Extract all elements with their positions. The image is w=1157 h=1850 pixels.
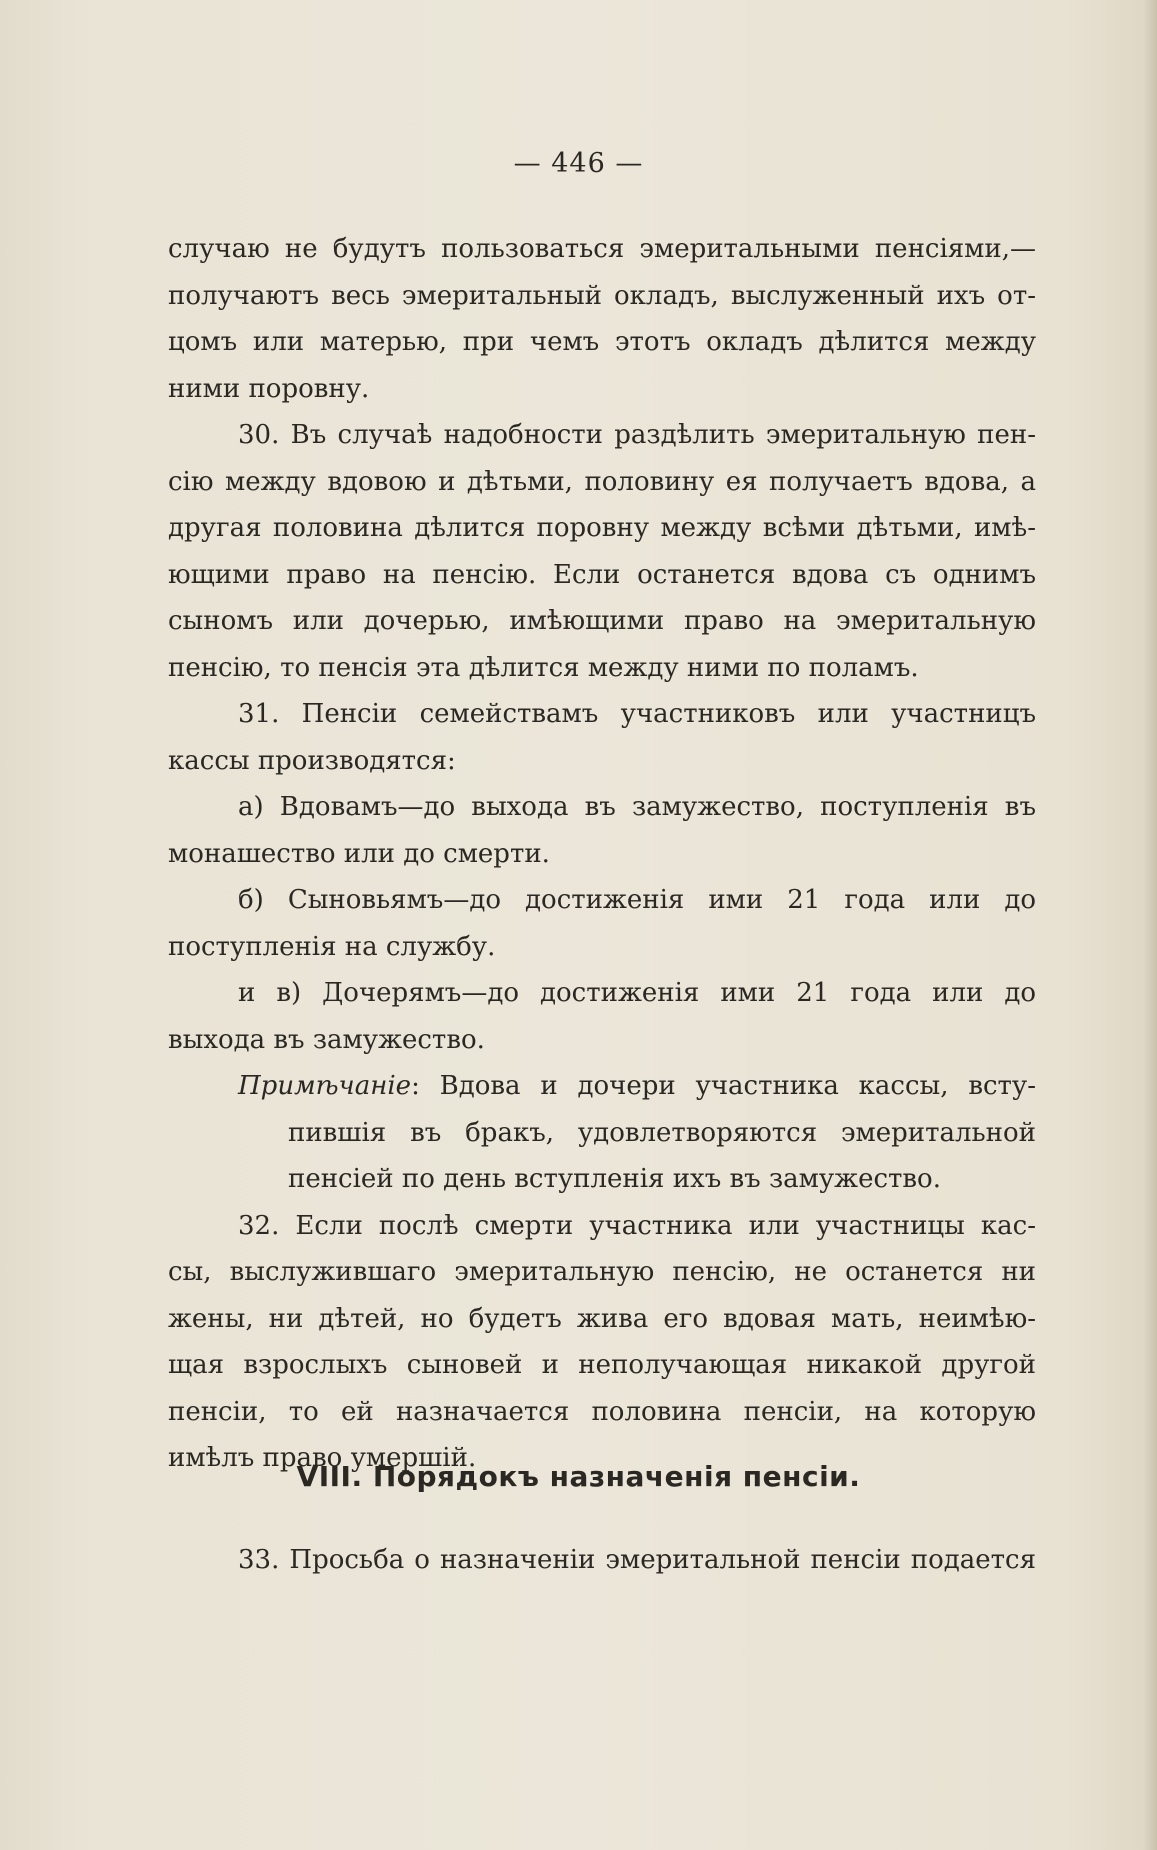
text-line-content: ними поровну. [168,373,370,404]
text-line [168,552,1036,599]
text-line-content: сыномъ или дочерью, имѣющими право на эмеритальную [168,606,1036,636]
final-line-text: 33. Просьба о назначеніи эмеритальной пенсіи подается [238,1545,1036,1575]
text-line [168,226,1036,273]
text-line-final [168,1537,1036,1584]
text-line-content: щая взрослыхъ сыновей и неполучающая никакой другой [168,1350,1036,1380]
section-heading: VIII. Порядокъ назначенія пенсіи. [296,1460,861,1493]
text-line [168,412,1036,459]
text-line [168,1296,1036,1343]
text-line-content: выхода въ замужество. [168,1024,485,1055]
text-line-content: пенсію, то пенсія эта дѣлится между ними по поламъ. [168,652,919,683]
text-line-content: а) Вдовамъ—до выхода въ замужество, поступленія въ [238,792,1036,822]
text-line-content: пившія въ бракъ, удовлетворяются эмеритальной [288,1117,1036,1148]
text-line [168,366,1036,413]
text-line [168,598,1036,645]
text-line [168,459,1036,506]
text-line-content: б) Сыновьямъ—до достиженія ими 21 года или до [238,885,1036,915]
page-number: — 446 — [513,148,644,179]
text-line [168,877,1036,924]
text-line-content: ющими право на пенсію. Если останется вдова съ однимъ [168,559,1036,590]
note-label: Примѣчаніе [238,1071,412,1101]
text-line [168,1389,1036,1436]
text-line [168,319,1036,366]
text-line [168,1342,1036,1389]
body-text [168,226,1036,1482]
text-line-content: : Вдова и дочери участника кассы, всту- [411,1071,1036,1101]
text-line-content: цомъ или матерью, при чемъ этотъ окладъ дѣлится между [168,327,1036,357]
text-line [168,505,1036,552]
text-line [168,273,1036,320]
text-line [168,784,1036,831]
text-line-content: 32. Если послѣ смерти участника или участницы кас- [238,1210,1036,1241]
text-line [168,1063,1036,1110]
text-line-content: монашество или до смерти. [168,838,550,869]
text-line [168,1156,1036,1203]
text-line [168,1203,1036,1250]
text-line-content: сію между вдовою и дѣтьми, половину ея получаетъ вдова, а [168,466,1036,497]
text-line [168,970,1036,1017]
text-line [168,691,1036,738]
text-line-content: пенсіи, то ей назначается половина пенсіи, на которую [168,1396,1036,1427]
text-line-content: жены, ни дѣтей, но будетъ жива его вдовая мать, неимѣю- [168,1303,1036,1334]
page-edge-shadow [1143,0,1157,1850]
text-line-content: получаютъ весь эмеритальный окладъ, выслуженный ихъ от- [168,280,1036,311]
text-line-content: кассы производятся: [168,745,456,776]
text-line-content: пенсіей по день вступленія ихъ въ замужество. [288,1164,941,1194]
text-line-content: имѣлъ право умершій. [168,1443,477,1473]
text-line [168,1249,1036,1296]
text-line [168,1110,1036,1157]
text-line [168,1017,1036,1064]
text-line-content: поступленія на службу. [168,931,496,962]
text-line-content: и в) Дочерямъ—до достиженія ими 21 года или до [238,978,1036,1008]
text-line-content: случаю не будутъ пользоваться эмеритальными пенсіями,— [168,234,1036,264]
text-line-content: сы, выслужившаго эмеритальную пенсію, не останется ни [168,1257,1036,1287]
text-line-content: 30. Въ случаѣ надобности раздѣлить эмеритальную пен- [238,420,1036,450]
text-line [168,831,1036,878]
text-line [168,924,1036,971]
text-line-content: 31. Пенсіи семействамъ участниковъ или участницъ [238,699,1036,729]
text-line-content: другая половина дѣлится поровну между всѣми дѣтьми, имѣ- [168,513,1036,543]
text-line [168,645,1036,692]
text-line [168,738,1036,785]
